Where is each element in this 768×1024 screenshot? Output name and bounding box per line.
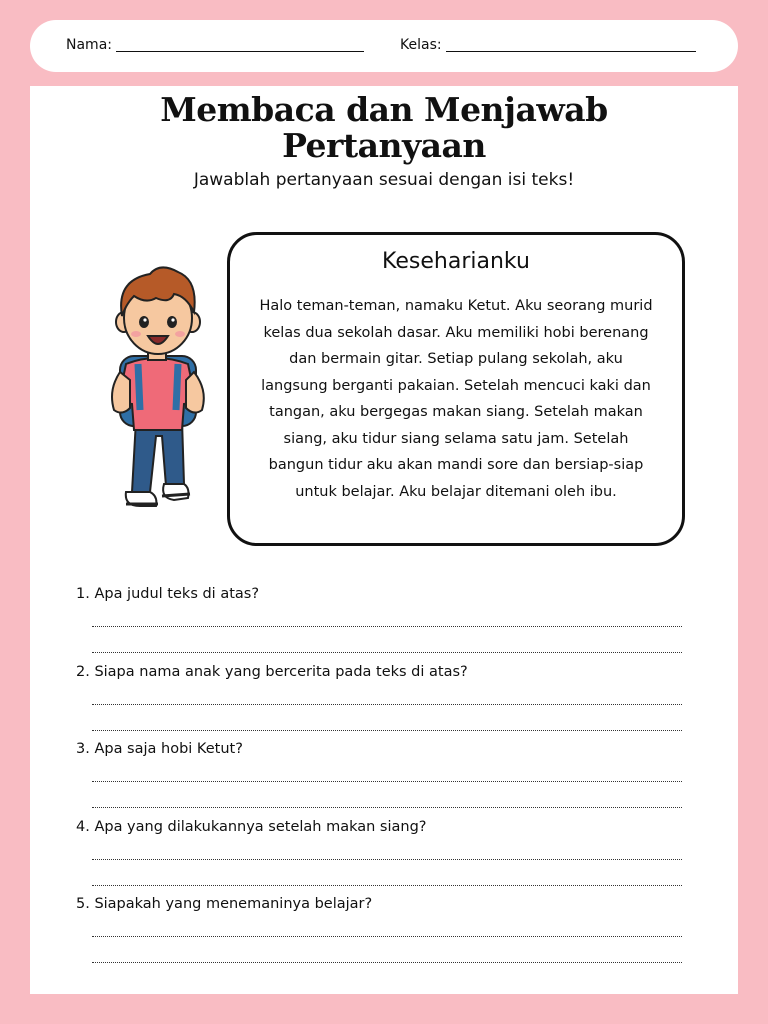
question-text: 1. Apa judul teks di atas? [76,586,260,602]
question-text: 4. Apa yang dilakukannya setelah makan siang? [76,818,427,835]
answer-line[interactable] [92,781,682,782]
title-line-1: Membaca dan Menjawab [160,90,608,129]
reading-passage-box [227,232,685,546]
answer-line[interactable] [92,962,682,963]
title-line-2: Pertanyaan [282,126,486,165]
answer-line[interactable] [92,704,682,705]
name-field[interactable] [66,37,364,53]
answer-line[interactable] [92,807,682,808]
question-text: 3. Apa saja hobi Ketut? [76,741,243,757]
name-blank-line[interactable] [116,37,364,52]
answer-line[interactable] [92,936,682,937]
instruction-text: Jawablah pertanyaan sesuai dengan isi teks! [193,170,575,190]
question-item [76,819,686,897]
answer-line[interactable] [92,730,682,731]
passage-title: Keseharianku [382,249,530,274]
question-item [76,896,686,974]
answer-line[interactable] [92,626,682,627]
answer-line[interactable] [92,885,682,886]
name-label: Nama: [66,37,112,53]
answer-line[interactable] [92,652,682,653]
question-item [76,664,686,742]
passage-text: Halo teman-teman, namaku Ketut. Aku seorang murid kelas dua sekolah dasar. Aku memiliki hobi berenang dan bermain gitar. Setiap pulang sekolah, aku langsung berganti pakaian. Setelah mencuci kaki dan tangan, aku bergegas makan siang. Setelah makan siang, aku tidur siang selama satu jam. Setelah bangun tidur aku akan mandi sore dan bersiap-siap untuk belajar. Aku belajar ditemani oleh ibu. [259,298,653,500]
boy-illustration-icon [100,260,215,522]
class-blank-line[interactable] [446,37,696,52]
question-item [76,586,686,664]
class-field[interactable] [400,37,696,53]
answer-line[interactable] [92,859,682,860]
class-label: Kelas: [400,37,442,53]
question-list [76,586,686,974]
name-class-header [30,20,738,72]
question-item [76,741,686,819]
question-text: 2. Siapa nama anak yang bercerita pada teks di atas? [76,663,468,680]
worksheet-page [30,86,738,994]
question-text: 5. Siapakah yang menemaninya belajar? [76,896,373,912]
worksheet-title [30,92,738,164]
